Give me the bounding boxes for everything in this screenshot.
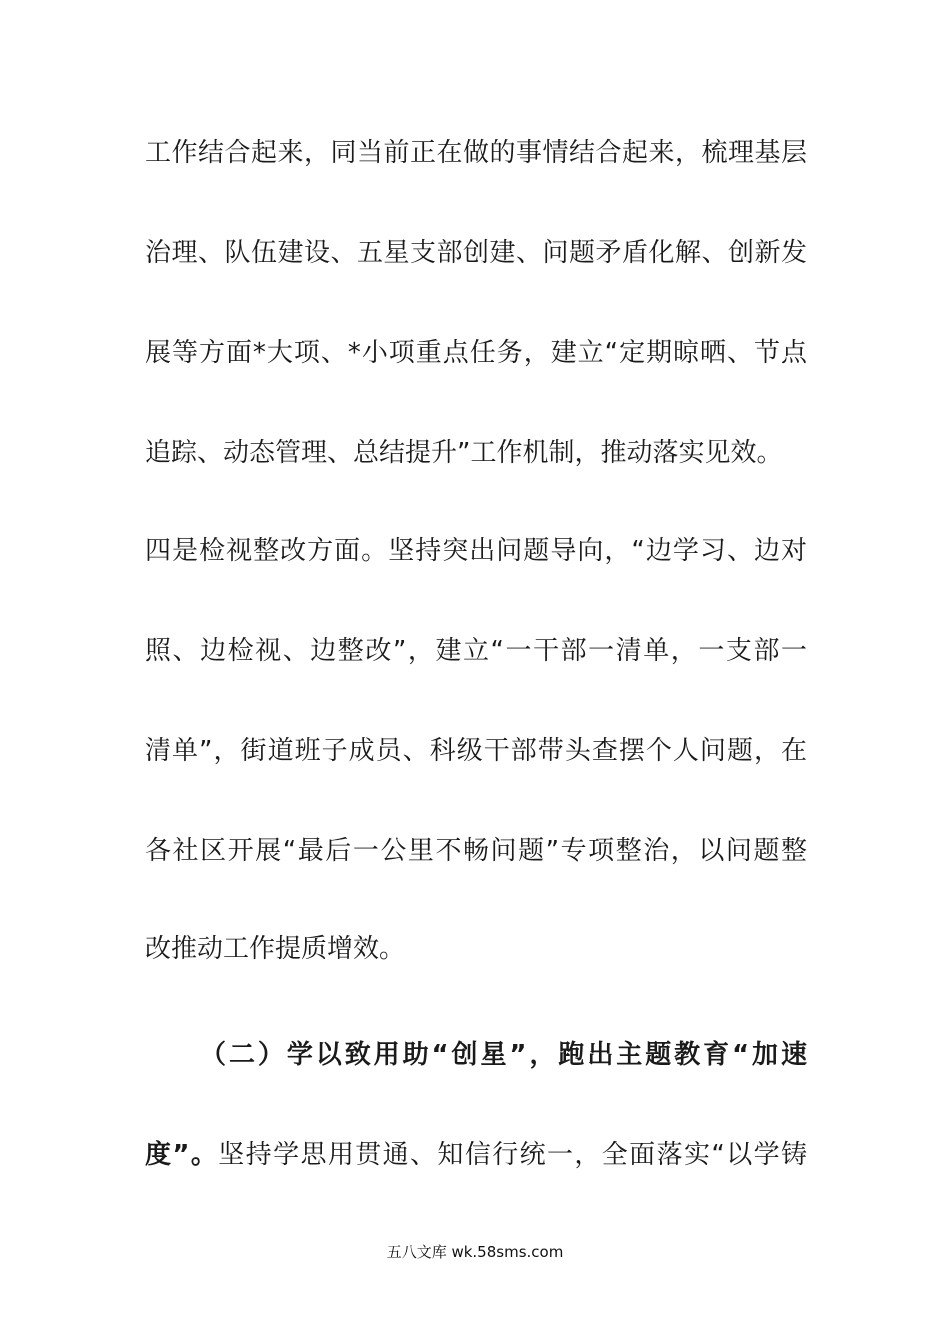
paragraph-line-2: 治理、队伍建设、五星支部创建、问题矛盾化解、创新发: [145, 238, 807, 268]
footer-watermark: 五八文库 wk.58sms.com: [386, 1243, 564, 1261]
heading-tail: 度”。: [145, 1140, 219, 1170]
paragraph-line-6: 照、边检视、边整改”，建立“一干部一清单，一支部一: [145, 636, 807, 666]
paragraph-line-7: 清单”，街道班子成员、科级干部带头查摆个人问题，在: [145, 736, 807, 766]
paragraph-line-3: 展等方面*大项、*小项重点任务，建立“定期晾晒、节点: [145, 338, 807, 368]
paragraph-line-1: 工作结合起来，同当前正在做的事情结合起来，梳理基层: [145, 138, 807, 168]
paragraph-line-4: 追踪、动态管理、总结提升”工作机制，推动落实见效。: [145, 438, 783, 468]
paragraph-line-8: 各社区开展“最后一公里不畅问题”专项整治，以问题整: [145, 836, 807, 866]
paragraph-line-5: 四是检视整改方面。坚持突出问题导向，“边学习、边对: [145, 536, 807, 566]
paragraph-start: 坚持学思用贯通、知信行统一，全面落实“以学铸: [218, 1140, 807, 1170]
mixed-line: [145, 1135, 807, 1175]
section-heading: （二）学以致用助“创星”，跑出主题教育“加速: [200, 1040, 807, 1070]
paragraph-line-9: 改推动工作提质增效。: [145, 934, 406, 964]
